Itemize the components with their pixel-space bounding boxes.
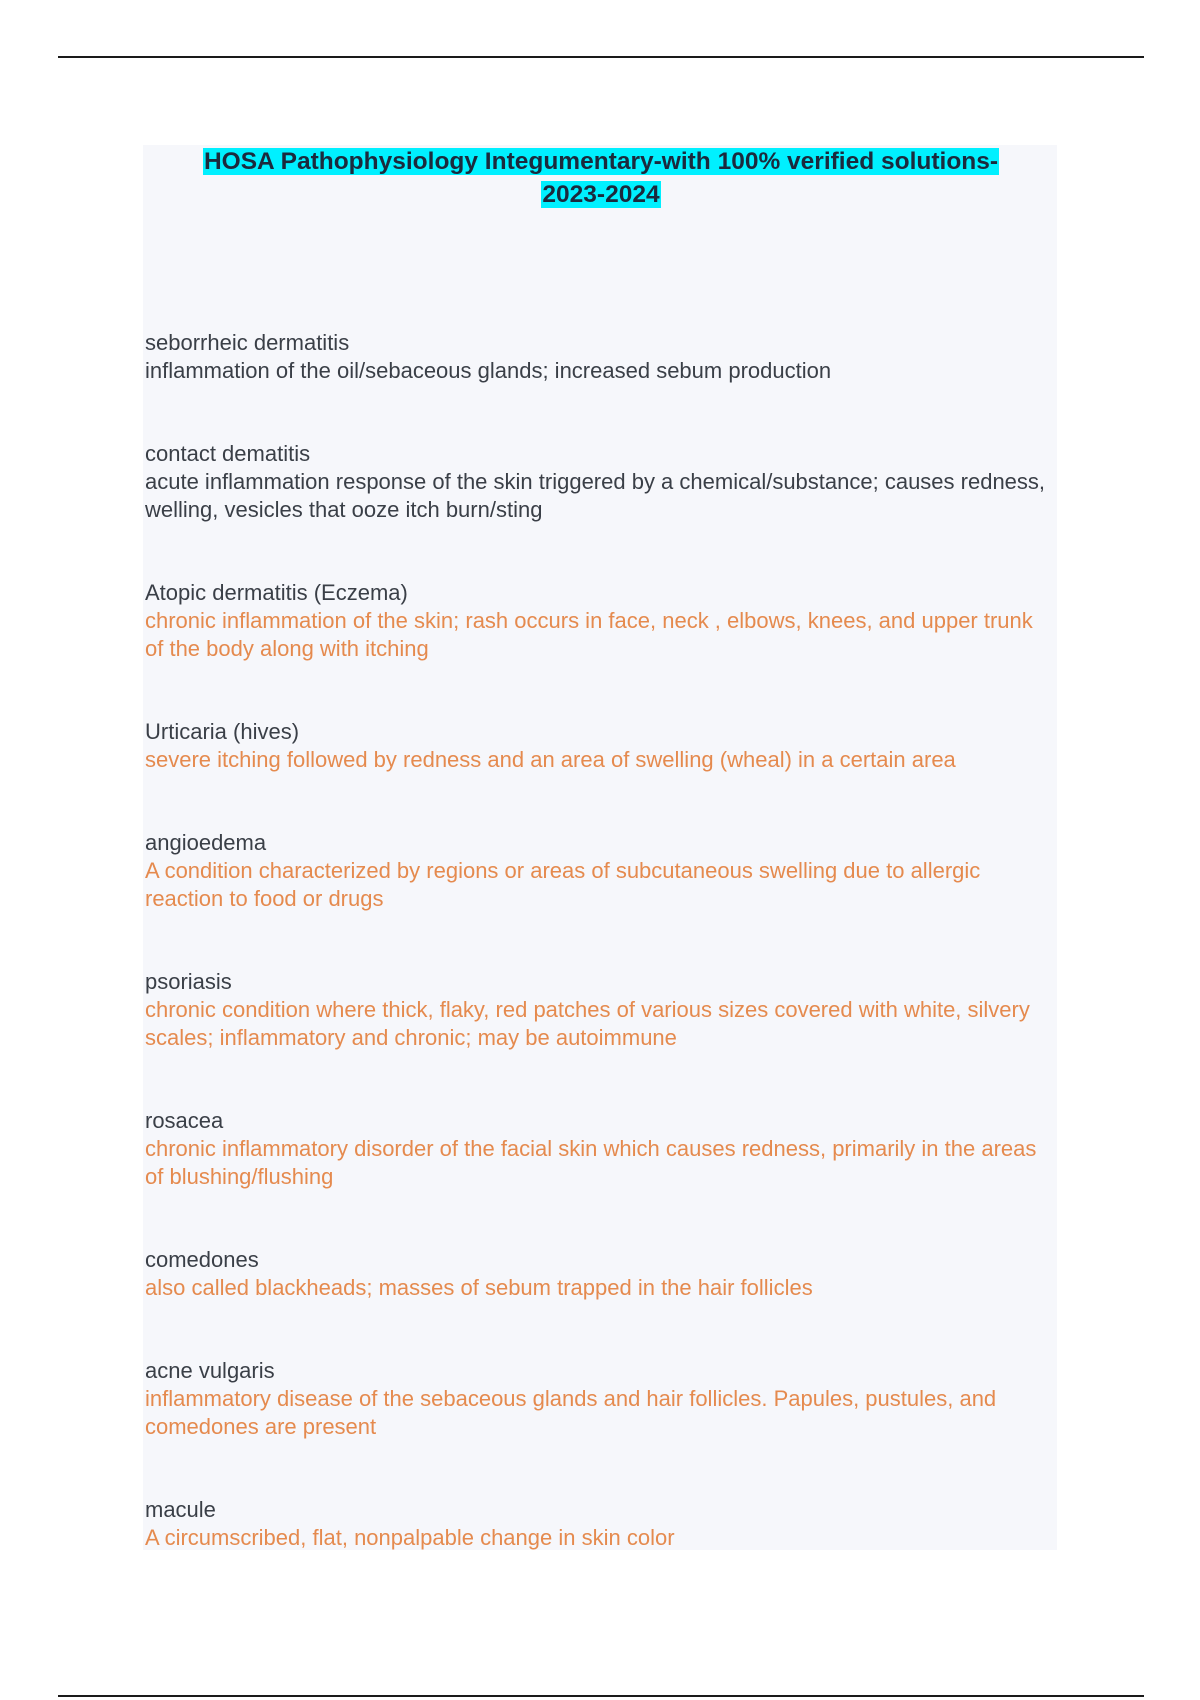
entry-term: psoriasis (145, 969, 232, 994)
entry-definition: chronic condition where thick, flaky, red patches of various sizes covered with white, silvery scales; inflammatory and chronic; may be autoimmune (145, 997, 1030, 1050)
entry-definition: inflammation of the oil/sebaceous glands; increased sebum production (145, 358, 832, 383)
flashcard-entry (145, 718, 1057, 774)
entry-term: seborrheic dermatitis (145, 330, 350, 355)
entry-term: acne vulgaris (145, 1358, 275, 1383)
entry-definition: also called blackheads; masses of sebum trapped in the hair follicles (145, 1275, 813, 1300)
entry-term: comedones (145, 1247, 259, 1272)
entry-definition: acute inflammation response of the skin triggered by a chemical/substance; causes redness, welling, vesicles that ooze itch burn/sting (145, 469, 1046, 522)
title-line-1: HOSA Pathophysiology Integumentary-with 100% verified solutions- (203, 148, 999, 175)
entry-definition: A circumscribed, flat, nonpalpable change in skin color (145, 1525, 675, 1550)
flashcard-entry (145, 329, 1057, 385)
flashcard-list (145, 329, 1057, 1552)
title-line-2: 2023-2024 (542, 181, 660, 208)
entry-term: macule (145, 1497, 216, 1522)
document-title (145, 145, 1057, 211)
flashcard-entry (145, 1496, 1057, 1552)
bottom-rule (58, 1695, 1144, 1697)
entry-definition: inflammatory disease of the sebaceous glands and hair follicles. Papules, pustules, and comedones are present (145, 1386, 997, 1439)
entry-definition: severe itching followed by redness and an area of swelling (wheal) in a certain area (145, 747, 956, 772)
entry-term: contact dematitis (145, 441, 311, 466)
flashcard-entry (145, 579, 1057, 663)
flashcard-entry (145, 1107, 1057, 1191)
flashcard-entry (145, 440, 1057, 524)
entry-definition: chronic inflammatory disorder of the facial skin which causes redness, primarily in the areas of blushing/flushing (145, 1136, 1037, 1189)
flashcard-entry (145, 1246, 1057, 1302)
entry-term: Urticaria (hives) (145, 719, 300, 744)
top-rule (58, 56, 1144, 58)
entry-term: angioedema (145, 830, 267, 855)
entry-definition: chronic inflammation of the skin; rash occurs in face, neck , elbows, knees, and upper trunk of the body along with itching (145, 608, 1033, 661)
flashcard-entry (145, 968, 1057, 1052)
flashcard-entry (145, 1357, 1057, 1441)
document-page (143, 145, 1057, 1550)
entry-definition: A condition characterized by regions or areas of subcutaneous swelling due to allergic reaction to food or drugs (145, 858, 981, 911)
flashcard-entry (145, 829, 1057, 913)
entry-term: Atopic dermatitis (Eczema) (145, 580, 408, 605)
entry-term: rosacea (145, 1108, 224, 1133)
